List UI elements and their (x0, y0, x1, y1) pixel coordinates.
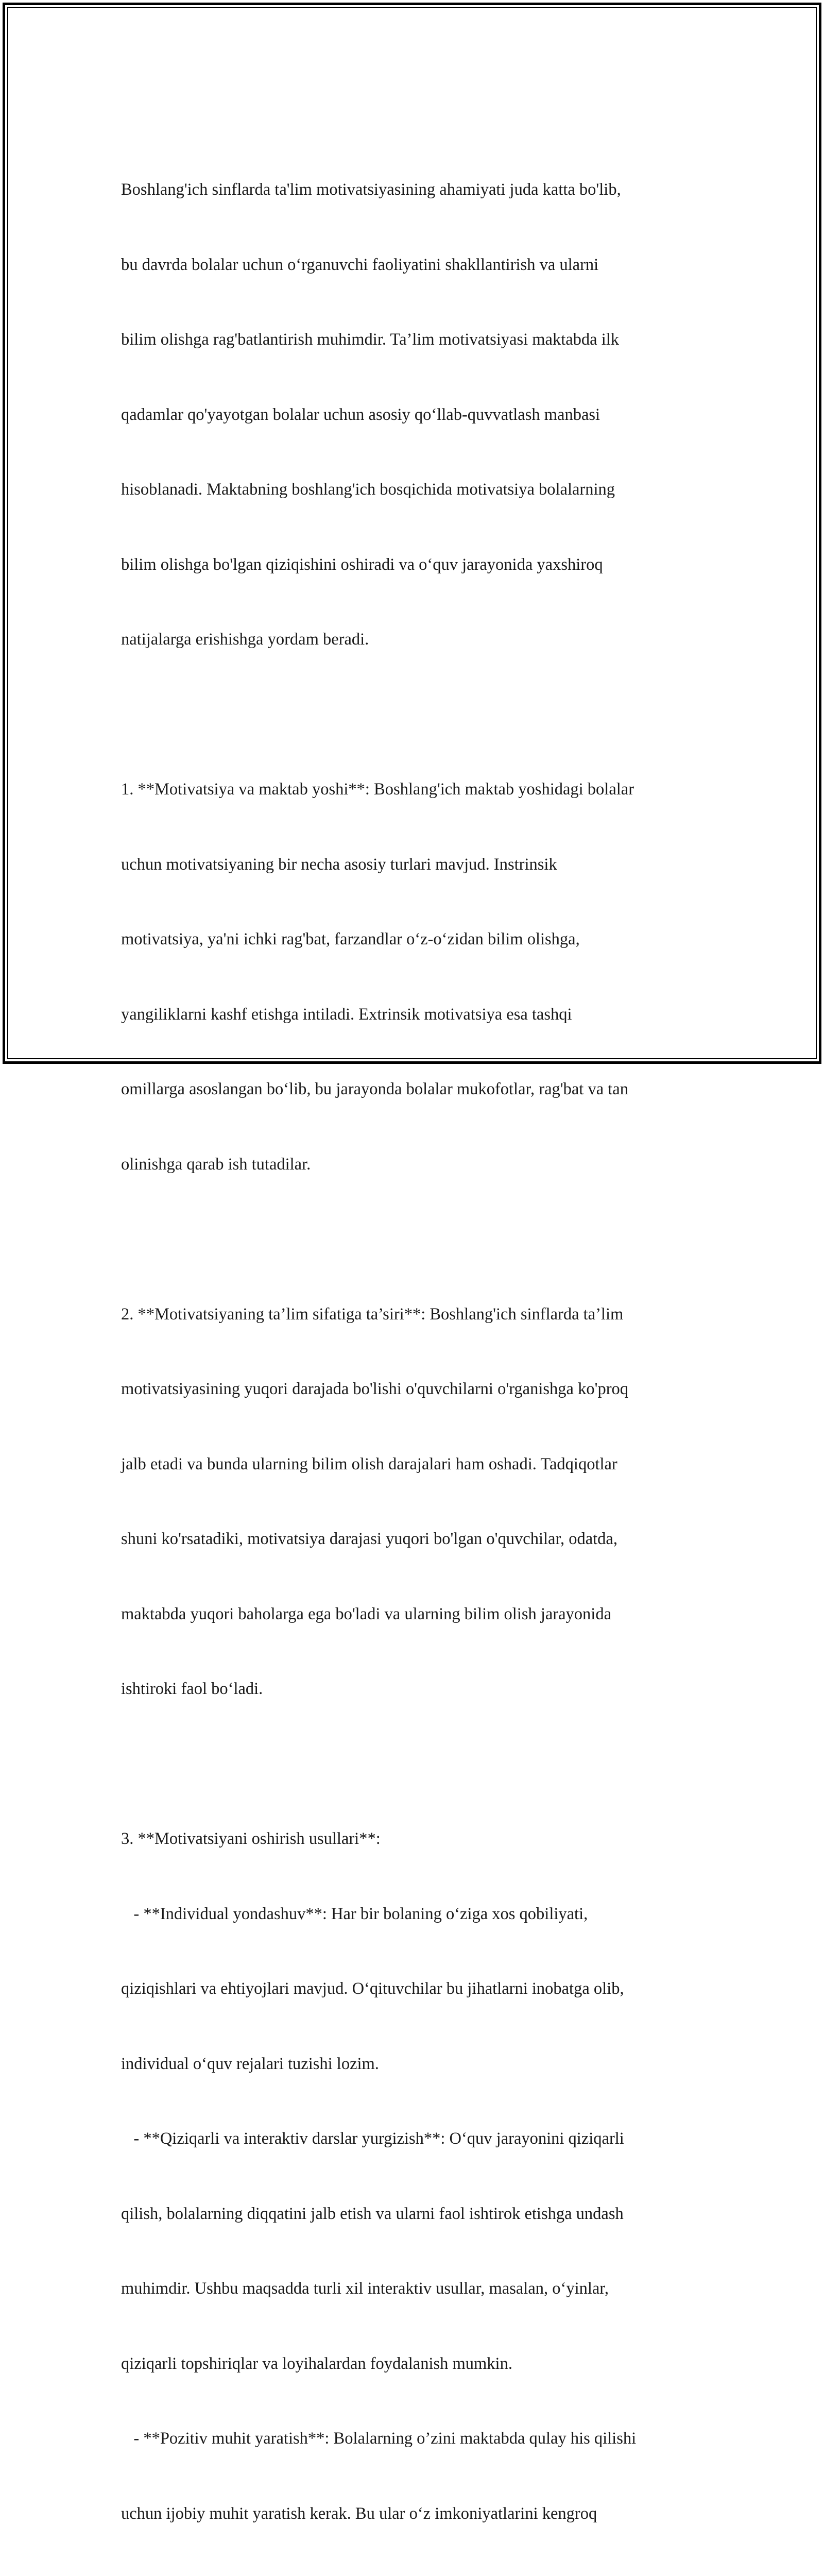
paragraph-intro (121, 127, 713, 702)
text-line: uchun ijobiy muhit yaratish kerak. Bu ular oʻz imkoniyatlarini kengroq (121, 2504, 597, 2523)
text-line: muhimdir. Ushbu maqsadda turli xil interaktiv usullar, masalan, oʻyinlar, (121, 2279, 609, 2298)
text-line: olinishga qarab ish tutadilar. (121, 1155, 311, 1174)
text-line: qiziqarli topshiriqlar va loyihalardan foydalanish mumkin. (121, 2354, 512, 2373)
text-line: yangiliklarni kashf etishga intiladi. Extrinsik motivatsiya esa tashqi (121, 1005, 572, 1024)
text-line: individual oʻquv rejalari tuzishi lozim. (121, 2054, 379, 2073)
text-line: qilish, bolalarning diqqatini jalb etish va ularni faol ishtirok etishga undash (121, 2204, 624, 2223)
text-line: Boshlang'ich sinflarda ta'lim motivatsiyasining ahamiyati juda katta bo'lib, (121, 180, 621, 199)
paragraph-section-1 (121, 727, 713, 1227)
text-line: jalb etadi va bunda ularning bilim olish darajalari ham oshadi. Tadqiqotlar (121, 1454, 617, 1473)
text-line: qiziqishlari va ehtiyojlari mavjud. Oʻqituvchilar bu jihatlarni inobatga olib, (121, 1979, 624, 1998)
text-line: qadamlar qo'yayotgan bolalar uchun asosiy qoʻllab-quvvatlash manbasi (121, 405, 600, 424)
text-line: 3. **Motivatsiyani oshirish usullari**: (121, 1829, 381, 1848)
text-line: ishtiroki faol boʻladi. (121, 1680, 263, 1698)
text-line: hisoblanadi. Maktabning boshlang'ich bosqichida motivatsiya bolalarning (121, 480, 615, 499)
text-line: natijalarga erishishga yordam beradi. (121, 630, 369, 649)
document-body (121, 127, 713, 2576)
text-line: shuni ko'rsatadiki, motivatsiya darajasi yuqori bo'lgan o'quvchilar, odatda, (121, 1530, 617, 1548)
text-line: omillarga asoslangan boʻlib, bu jarayonda bolalar mukofotlar, rag'bat va tan (121, 1080, 628, 1098)
text-line: bilim olishga rag'batlantirish muhimdir. Ta’lim motivatsiyasi maktabda ilk (121, 330, 620, 349)
text-line: bilim olishga bo'lgan qiziqishini oshiradi va oʻquv jarayonida yaxshiroq (121, 555, 603, 574)
paragraph-section-3 (121, 1776, 713, 2576)
text-line: 2. **Motivatsiyaning ta’lim sifatiga ta’siri**: Boshlang'ich sinflarda ta’lim (121, 1304, 624, 1324)
text-line: bu davrda bolalar uchun oʻrganuvchi faoliyatini shakllantirish va ularni (121, 255, 599, 274)
text-line: - **Individual yondashuv**: Har bir bolaning oʻziga xos qobiliyati, (121, 1904, 588, 1923)
text-line: - **Pozitiv muhit yaratish**: Bolalarning o’zini maktabda qulay his qilishi (121, 2429, 637, 2448)
text-line: maktabda yuqori baholarga ega bo'ladi va ularning bilim olish jarayonida (121, 1604, 612, 1623)
text-line: motivatsiyasining yuqori darajada bo'lishi o'quvchilarni o'rganishga ko'proq (121, 1380, 629, 1398)
text-line: uchun motivatsiyaning bir necha asosiy turlari mavjud. Instrinsik (121, 855, 557, 874)
text-line: 1. **Motivatsiya va maktab yoshi**: Boshlang'ich maktab yoshidagi bolalar (121, 780, 634, 799)
text-line: motivatsiya, ya'ni ichki rag'bat, farzandlar oʻz-oʻzidan bilim olishga, (121, 930, 580, 948)
paragraph-section-2 (121, 1252, 713, 1752)
text-line: - **Qiziqarli va interaktiv darslar yurgizish**: Oʻquv jarayonini qiziqarli (121, 2129, 624, 2148)
